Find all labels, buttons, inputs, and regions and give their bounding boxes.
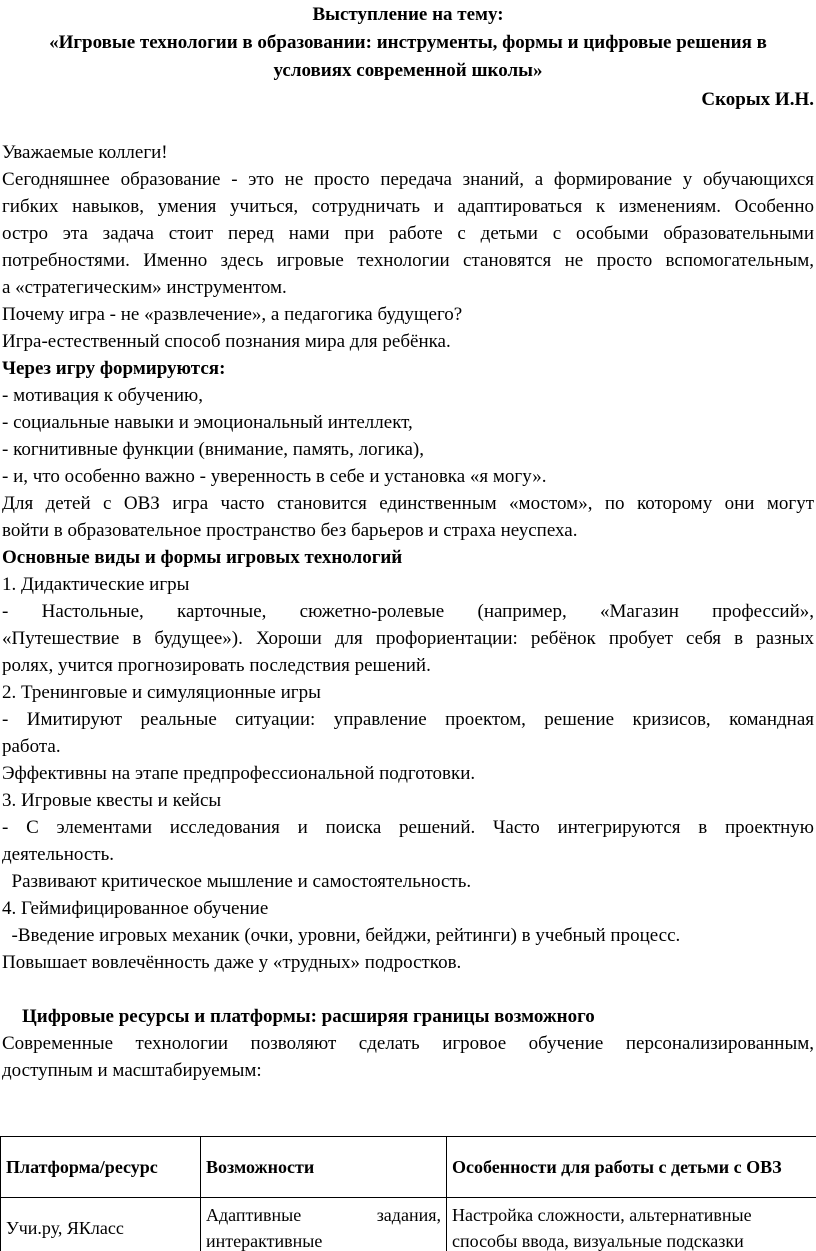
type-title: 2. Тренинговые и симуляционные игры <box>2 682 321 703</box>
list-item: - социальные навыки и эмоциональный интеллект, <box>2 412 413 433</box>
platforms-table <box>0 1136 816 1251</box>
list-item: - и, что особенно важно - уверенность в себе и установка «я могу». <box>2 466 547 487</box>
paragraph-line: потребностями. Именно здесь игровые технологии становятся не просто вспомогательным, <box>2 250 814 271</box>
type-line: работа. <box>2 736 61 757</box>
table-cell: Настройка сложности, альтернативные способы ввода, визуальные подсказки <box>447 1198 816 1251</box>
type-line: «Путешествие в будущее»). Хороши для профориентации: ребёнок пробует себя в разных <box>2 628 814 649</box>
author-name: Скорых И.Н. <box>701 89 814 110</box>
spacer <box>2 976 814 1003</box>
table-header-cell: Платформа/ресурс <box>1 1137 201 1198</box>
paragraph-line: войти в образовательное пространство без барьеров и страха неуспеха. <box>2 520 578 541</box>
table-header-cell: Особенности для работы с детьми с ОВЗ <box>447 1137 816 1198</box>
paragraph-line: Современные технологии позволяют сделать игровое обучение персонализированным, <box>2 1033 814 1054</box>
answer-line: Игра-естественный способ познания мира для ребёнка. <box>2 331 451 352</box>
type-title: 4. Геймифицированное обучение <box>2 898 269 919</box>
type-line: Повышает вовлечённость даже у «трудных» подростков. <box>2 952 462 973</box>
type-line: -Введение игровых механик (очки, уровни, бейджи, рейтинги) в учебный процесс. <box>2 925 681 946</box>
forms-heading: Через игру формируются: <box>2 358 226 379</box>
table-header-cell: Возможности <box>201 1137 447 1198</box>
type-line: деятельность. <box>2 844 115 865</box>
paragraph-line: остро эта задача стоит перед нами при работе с детьми с особыми образовательными <box>2 223 814 244</box>
type-line: ролях, учится прогнозировать последствия решений. <box>2 655 431 676</box>
type-line: - С элементами исследования и поиска решений. Часто интегрируются в проектную <box>2 817 814 838</box>
paragraph-line: гибких навыков, умения учиться, сотрудничать и адаптироваться к изменениям. Особенно <box>2 196 814 217</box>
paragraph-line: Сегодняшнее образование - это не просто передача знаний, а формирование у обучающихся <box>2 169 814 190</box>
types-heading: Основные виды и формы игровых технологий <box>2 547 403 568</box>
speech-title-line-1: «Игровые технологии в образовании: инструменты, формы и цифровые решения в <box>49 32 767 53</box>
table-cell: Учи.ру, ЯКласс <box>1 1198 201 1251</box>
paragraph-line: доступным и масштабируемым: <box>2 1060 262 1081</box>
paragraph-line: а «стратегическим» инструментом. <box>2 277 287 298</box>
list-item: - мотивация к обучению, <box>2 385 203 406</box>
digital-heading: Цифровые ресурсы и платформы: расширяя границы возможного <box>22 1006 595 1027</box>
table-header-row <box>1 1137 816 1198</box>
type-line: Развивают критическое мышление и самостоятельность. <box>2 871 472 892</box>
type-title: 3. Игровые квесты и кейсы <box>2 790 222 811</box>
type-line: - Имитируют реальные ситуации: управление проектом, решение кризисов, командная <box>2 709 814 730</box>
greeting: Уважаемые коллеги! <box>2 142 168 163</box>
type-line: Эффективны на этапе предпрофессиональной подготовки. <box>2 763 476 784</box>
table-cell: Адаптивные задания, интерактивные <box>201 1198 447 1251</box>
table-row <box>1 1198 816 1251</box>
document-body <box>2 139 814 1084</box>
question-line: Почему игра - не «развлечение», а педагогика будущего? <box>2 304 463 325</box>
speech-title-line-2: условиях современной школы» <box>273 60 543 81</box>
speech-heading: Выступление на тему: <box>312 4 504 25</box>
list-item: - когнитивные функции (внимание, память, логика), <box>2 439 424 460</box>
type-title: 1. Дидактические игры <box>2 574 190 595</box>
paragraph-line: Для детей с ОВЗ игра часто становится единственным «мостом», по которому они могут <box>2 493 814 514</box>
type-line: - Настольные, карточные, сюжетно-ролевые (например, «Магазин профессий», <box>2 601 814 622</box>
